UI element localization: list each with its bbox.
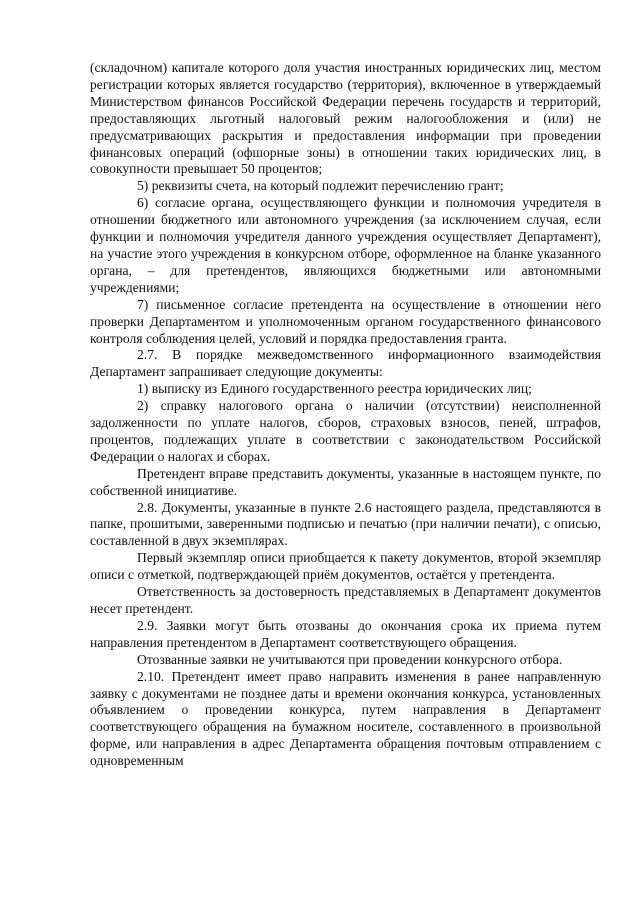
paragraph-2-9-withdrawal: 2.9. Заявки могут быть отозваны до окончания срока их приема путем направления претендентом в Департамент соответствующего обращения. [90,617,601,650]
paragraph-2-8-documents-folder: 2.8. Документы, указанные в пункте 2.6 настоящего раздела, представляются в папке, прошитыми, заверенными подписью и печатью (при наличии печати), с описью, составленной в двух экземплярах. [90,499,601,549]
paragraph-2-10-changes: 2.10. Претендент имеет право направить изменения в ранее направленную заявку с документами не позднее даты и времени окончания конкурса, установленных объявлением о проведении конкурса, путем направления в Департамент соответствующего обращения на бумажном носителе, составленного в произвольной форме, или направления в адрес Департамента обращения почтовым отправлением с одновременным [90,668,601,769]
paragraph-offshore-capital: (складочном) капитале которого доля участия иностранных юридических лиц, местом регистрации которых является государство (территория), включенное в утверждаемый Министерством финансов Российской Федерации перечень государств и территорий, предоставляющих льготный налоговый режим налогообложения и (или) не предусматривающих раскрытия и предоставления информации при проведении финансовых операций (офшорные зоны) в отношении таких юридических лиц, в совокупности превышает 50 процентов; [90,60,601,177]
paragraph-item-5-account-details: 5) реквизиты счета, на который подлежит перечислению грант; [137,178,504,194]
paragraph-2-7-item-1-registry-extract: 1) выписку из Единого государственного реестра юридических лиц; [137,381,532,397]
paragraph-item-7-written-consent: 7) письменное согласие претендента на осуществление в отношении него проверки Департаментом и уполномоченным органом государственного финансового контроля соблюдения целей, условий и порядка предоставления гранта. [90,296,601,346]
paragraph-own-initiative: Претендент вправе представить документы, указанные в настоящем пункте, по собственной инициативе. [90,465,601,498]
paragraph-withdrawn-applications: Отозванные заявки не учитываются при проведении конкурсного отбора. [137,651,563,667]
document-page [90,60,601,770]
paragraph-inventory-copies: Первый экземпляр описи приобщается к пакету документов, второй экземпляр описи с отметкой, подтверждающей приём документов, остаётся у претендента. [90,550,601,583]
paragraph-2-7-interagency-request: 2.7. В порядке межведомственного информационного взаимодействия Департамент запрашивает следующие документы: [90,347,601,380]
paragraph-responsibility: Ответственность за достоверность представляемых в Департамент документов несет претендент. [90,584,601,616]
paragraph-item-6-founder-consent: 6) согласие органа, осуществляющего функции и полномочия учредителя в отношении бюджетного или автономного учреждения (за исключением случая, если функции и полномочия учредителя данного учреждения осуществляет Департамент), на участие этого учреждения в конкурсном отборе, оформленное на бланке указанного органа, – для претендентов, являющихся бюджетными или автономными учреждениями; [90,195,601,295]
paragraph-2-7-item-2-tax-certificate: 2) справку налогового органа о наличии (отсутствии) неисполненной задолженности по уплате налогов, сборов, страховых взносов, пеней, штрафов, процентов, подлежащих уплате в соответствии с законодательством Российской Федерации о налогах и сборах. [90,398,601,464]
